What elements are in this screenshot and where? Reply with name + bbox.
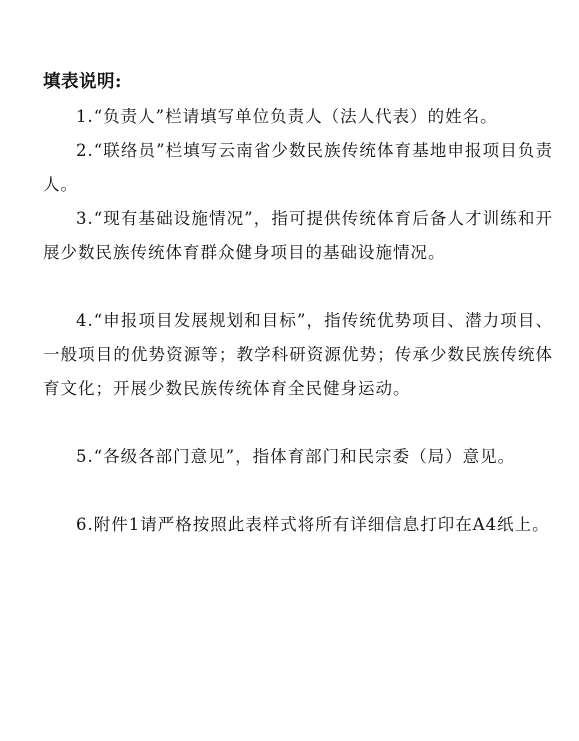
instruction-item-4: 4.“申报项目发展规划和目标”，指传统优势项目、潜力项目、一般项目的优势资源等；教学科研资源优势；传承少数民族传统体育文化；开展少数民族传统体育全民健身运动。 bbox=[43, 311, 553, 398]
instruction-item-6: 6.附件1请严格按照此表样式将所有详细信息打印在A4纸上。 bbox=[76, 515, 550, 534]
instruction-item-1: 1.“负责人”栏请填写单位负责人（法人代表）的姓名。 bbox=[76, 107, 498, 126]
instructions-heading: 填表说明: bbox=[43, 72, 122, 92]
instruction-item-5: 5.“各级各部门意见”，指体育部门和民宗委（局）意见。 bbox=[76, 447, 516, 466]
instruction-item-2: 2.“联络员”栏填写云南省少数民族传统体育基地申报项目负责人。 bbox=[43, 141, 553, 194]
instruction-item-3: 3.“现有基础设施情况”，指可提供传统体育后备人才训练和开展少数民族传统体育群众健身项目的基础设施情况。 bbox=[43, 209, 553, 262]
